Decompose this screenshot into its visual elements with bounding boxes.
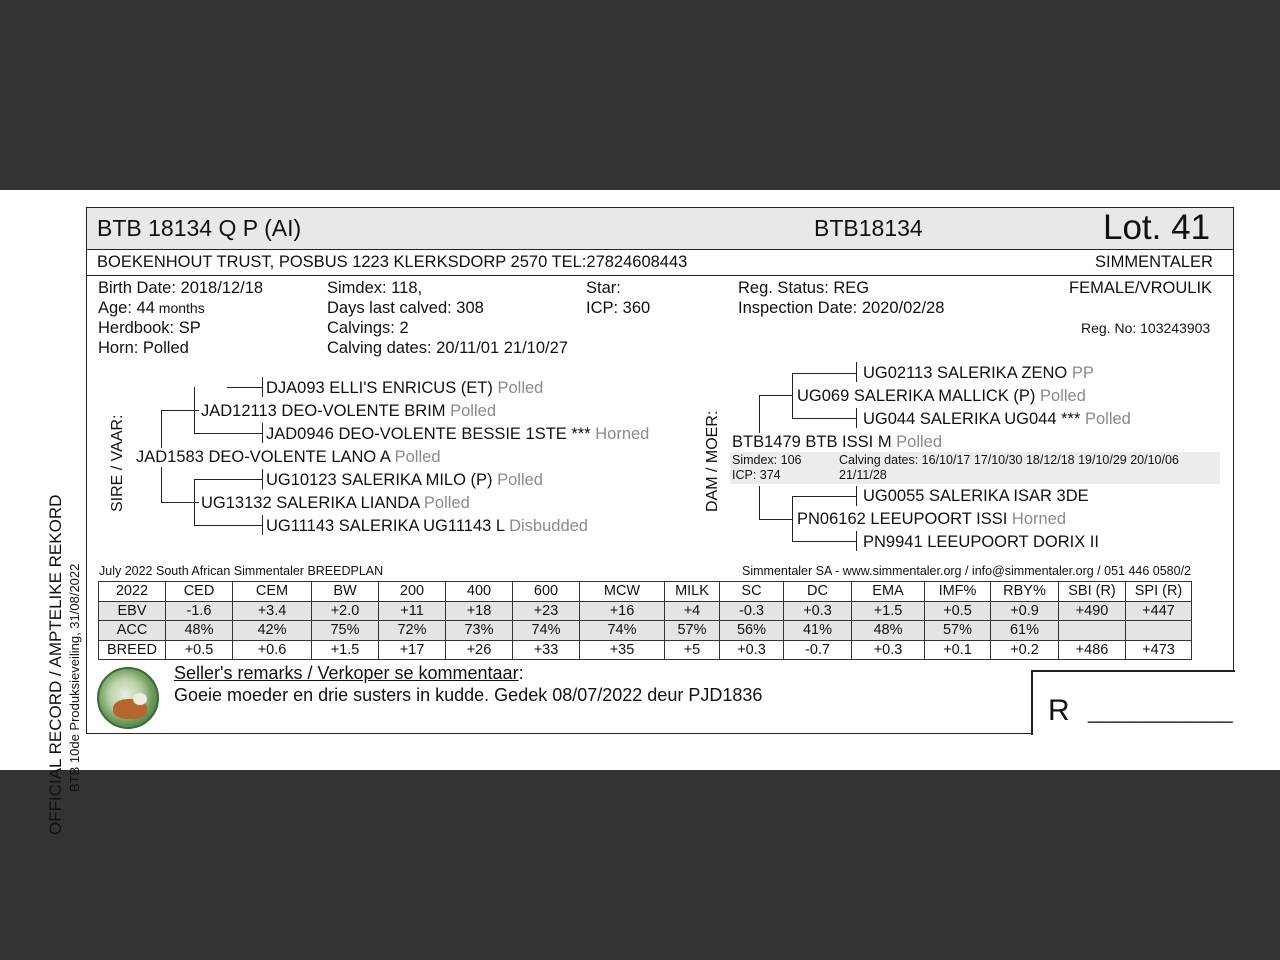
table-cell: 600	[513, 582, 580, 602]
table-cell: +1.5	[312, 640, 379, 660]
table-cell: CEM	[233, 582, 312, 602]
tree-line	[856, 408, 857, 428]
table-cell: IMF%	[925, 582, 991, 602]
table-cell: 75%	[312, 621, 379, 641]
breed-name: SIMMENTALER	[1095, 253, 1213, 271]
pedigree-horn: Polled	[394, 448, 441, 466]
pedigree-name: UG11143 SALERIKA UG11143 L	[266, 517, 505, 535]
table-cell: MILK	[665, 582, 720, 602]
table-cell: +473	[1126, 640, 1192, 660]
table-cell: +0.3	[852, 640, 925, 660]
table-cell: DC	[784, 582, 852, 602]
table-row-label: BREED	[99, 640, 166, 660]
tree-line	[792, 496, 793, 542]
tree-line	[194, 525, 262, 526]
pedigree-name: JAD12113 DEO-VOLENTE BRIM	[201, 402, 446, 420]
breedplan-contact: Simmentaler SA - www.simmentaler.org / info@simmentaler.org / 051 446 0580/2	[742, 564, 1192, 578]
pedigree-name: UG044 SALERIKA UG044 ***	[863, 410, 1081, 428]
sire-dam-dam	[266, 517, 588, 536]
logo-cow-head	[133, 693, 147, 705]
pedigree-name: PN06162 LEEUPOORT ISSI	[797, 510, 1008, 528]
table-cell: +35	[580, 640, 665, 660]
table-cell	[1126, 621, 1192, 641]
table-cell: +26	[446, 640, 513, 660]
table-cell: +0.5	[925, 601, 991, 621]
dam-label: DAM / MOER:	[704, 410, 721, 512]
official-record-label: OFFICIAL RECORD / AMPTELIKE REKORD	[46, 494, 65, 835]
tree-line	[161, 410, 199, 411]
header-bar	[87, 208, 1233, 250]
pedigree-horn: Horned	[595, 425, 650, 443]
table-cell: +0.5	[166, 640, 233, 660]
days-last-calved: Days last calved: 308	[327, 299, 484, 317]
star: Star:	[586, 279, 621, 297]
table-cell: +0.6	[233, 640, 312, 660]
dam-calving-dates-2: 21/11/28	[839, 468, 887, 482]
age-value: Age: 44	[98, 299, 155, 317]
table-cell: 73%	[446, 621, 513, 641]
table-row-label: EBV	[99, 601, 166, 621]
pedigree-name: UG13132 SALERIKA LIANDA	[201, 494, 420, 512]
lot-card	[0, 190, 1280, 835]
price-box[interactable]	[1031, 670, 1235, 735]
table-cell: 48%	[852, 621, 925, 641]
tree-line	[792, 418, 857, 419]
pedigree-horn: Polled	[497, 471, 543, 489]
animal-code: BTB18134	[814, 215, 923, 241]
tree-line	[262, 377, 263, 397]
table-cell: 61%	[991, 621, 1059, 641]
table-cell: +3.4	[233, 601, 312, 621]
table-cell: 74%	[580, 621, 665, 641]
table-cell: +11	[379, 601, 446, 621]
table-cell: EMA	[852, 582, 925, 602]
calving-dates: Calving dates: 20/11/01 21/10/27	[327, 339, 568, 357]
table-cell: 200	[379, 582, 446, 602]
table-cell: 41%	[784, 621, 852, 641]
tree-line	[194, 433, 262, 434]
remarks-text: Goeie moeder en drie susters in kudde. Gedek 08/07/2022 deur PJD1836	[174, 685, 763, 705]
pedigree-horn: Polled	[497, 379, 544, 397]
table-cell: 74%	[513, 621, 580, 641]
pedigree-name: UG069 SALERIKA MALLICK (P)	[797, 387, 1036, 405]
pedigree-horn: Polled	[1084, 410, 1131, 428]
dam-sire	[797, 387, 1086, 406]
dam-dam-dam	[863, 533, 1099, 552]
table-cell: 42%	[233, 621, 312, 641]
dam-sire-sire	[863, 364, 1094, 383]
pedigree-horn: Horned	[1011, 510, 1067, 528]
horn-status: Horn: Polled	[98, 339, 189, 357]
tree-line	[759, 395, 793, 396]
table-cell: +0.1	[925, 640, 991, 660]
table-cell: CED	[166, 582, 233, 602]
table-cell: 56%	[720, 621, 784, 641]
table-cell: MCW	[580, 582, 665, 602]
animal-title: BTB 18134 Q P (AI)	[97, 215, 302, 241]
table-cell: +5	[665, 640, 720, 660]
table-cell: +0.3	[720, 640, 784, 660]
sex: FEMALE/VROULIK	[1069, 279, 1213, 297]
dam-sire-dam	[863, 410, 1131, 429]
dam-dam-sire	[863, 487, 1089, 506]
table-cell: +4	[665, 601, 720, 621]
table-row	[99, 621, 1192, 641]
pedigree-horn: Disbudded	[509, 517, 588, 535]
table-cell: 48%	[166, 621, 233, 641]
pedigree-name: PN9941 LEEUPOORT DORIX II	[863, 533, 1099, 551]
tree-line	[792, 541, 857, 542]
icp: ICP: 360	[586, 299, 651, 317]
table-header-row	[99, 582, 1192, 602]
owner-line: BOEKENHOUT TRUST, POSBUS 1223 KLERKSDORP 2570 TEL:27824608443	[97, 253, 688, 271]
table-row-label: 2022	[99, 582, 166, 602]
table-cell: +0.9	[991, 601, 1059, 621]
tree-line	[792, 373, 857, 374]
tree-line	[262, 515, 263, 535]
age	[98, 299, 205, 318]
sire-dam-sire	[266, 471, 543, 490]
table-cell: 400	[446, 582, 513, 602]
pedigree-horn: Polled	[423, 494, 470, 512]
dam-name	[732, 433, 942, 452]
auction-label: BTB 10de Produksieveiling, 31/08/2022	[67, 563, 82, 792]
reg-number: Reg. No: 103243903	[1081, 320, 1211, 336]
table-cell: +447	[1126, 601, 1192, 621]
simdex: Simdex: 118,	[327, 279, 423, 297]
table-cell: 57%	[665, 621, 720, 641]
tree-line	[856, 362, 857, 382]
price-currency: R	[1048, 694, 1070, 727]
table-cell: BW	[312, 582, 379, 602]
tree-line	[194, 479, 262, 480]
table-cell: +2.0	[312, 601, 379, 621]
table-cell: +18	[446, 601, 513, 621]
table-cell: -0.7	[784, 640, 852, 660]
tree-line	[792, 373, 793, 419]
table-cell: SC	[720, 582, 784, 602]
sire-dam	[201, 494, 470, 513]
dam-icp: ICP: 374	[732, 468, 781, 482]
remarks-title-text: Seller's remarks / Verkoper se kommentaar	[174, 663, 519, 683]
birth-date: Birth Date: 2018/12/18	[98, 279, 264, 297]
table-cell: +17	[379, 640, 446, 660]
reg-status: Reg. Status: REG	[738, 279, 870, 297]
tree-line	[856, 531, 857, 551]
remarks-title	[174, 663, 524, 684]
dam-simdex: Simdex: 106	[732, 453, 802, 467]
table-cell: SPI (R)	[1126, 582, 1192, 602]
dam-calving-dates: Calving dates: 16/10/17 17/10/30 18/12/18 19/10/29 20/10/06	[839, 453, 1179, 467]
dam-dam	[797, 510, 1066, 529]
pedigree-name: DJA093 ELLI'S ENRICUS (ET)	[266, 379, 493, 397]
pedigree-name: UG10123 SALERIKA MILO (P)	[266, 471, 493, 489]
tree-line	[759, 486, 760, 520]
tree-line	[227, 387, 263, 388]
sire-sire	[201, 402, 496, 421]
tree-line	[792, 496, 857, 497]
herdbook: Herdbook: SP	[98, 319, 201, 337]
table-cell	[1059, 621, 1126, 641]
table-row-label: ACC	[99, 621, 166, 641]
remarks-colon: :	[518, 663, 524, 683]
sire-label: SIRE / VAAR:	[109, 414, 126, 512]
table-cell: -0.3	[720, 601, 784, 621]
table-cell: 57%	[925, 621, 991, 641]
inspection-date: Inspection Date: 2020/02/28	[738, 299, 945, 317]
sire-sire-dam	[266, 425, 649, 444]
table-cell: +490	[1059, 601, 1126, 621]
pedigree-name: JAD1583 DEO-VOLENTE LANO A	[136, 448, 391, 466]
pedigree-name: UG0055 SALERIKA ISAR 3DE	[863, 487, 1089, 505]
pedigree-name: JAD0946 DEO-VOLENTE BESSIE 1STE ***	[266, 425, 591, 443]
table-cell: -1.6	[166, 601, 233, 621]
dam-details-box	[730, 452, 1220, 484]
table-cell: RBY%	[991, 582, 1059, 602]
pedigree-horn: Polled	[896, 433, 943, 451]
tree-line	[194, 479, 195, 526]
calvings: Calvings: 2	[327, 319, 409, 337]
sire-name	[136, 448, 441, 467]
society-logo	[97, 667, 159, 729]
age-unit: months	[154, 300, 205, 316]
pedigree-horn: Polled	[1040, 387, 1086, 405]
table-cell: +23	[513, 601, 580, 621]
breedplan-source: July 2022 South African Simmentaler BREEDPLAN	[99, 564, 384, 578]
price-blank[interactable]: __________	[1088, 694, 1233, 724]
tree-line	[856, 486, 857, 506]
table-cell: +1.5	[852, 601, 925, 621]
tree-line	[759, 395, 760, 433]
pedigree-name: BTB1479 BTB ISSI M	[732, 433, 892, 451]
table-cell: +0.2	[991, 640, 1059, 660]
pedigree-horn: PP	[1071, 364, 1094, 382]
owner-bar	[87, 250, 1233, 276]
tree-line	[262, 469, 263, 489]
pedigree-horn: Polled	[450, 402, 496, 420]
table-cell: 72%	[379, 621, 446, 641]
table-cell: +486	[1059, 640, 1126, 660]
table-cell: +33	[513, 640, 580, 660]
sire-sire-sire	[266, 379, 543, 398]
lot-number: Lot. 41	[1103, 208, 1211, 247]
pedigree-name: UG02113 SALERIKA ZENO	[863, 364, 1068, 382]
table-row	[99, 601, 1192, 621]
ebv-table	[98, 581, 1192, 660]
tree-line	[759, 519, 793, 520]
table-cell: +0.3	[784, 601, 852, 621]
table-cell: SBI (R)	[1059, 582, 1126, 602]
table-row	[99, 640, 1192, 660]
tree-line	[262, 423, 263, 443]
table-cell: +16	[580, 601, 665, 621]
